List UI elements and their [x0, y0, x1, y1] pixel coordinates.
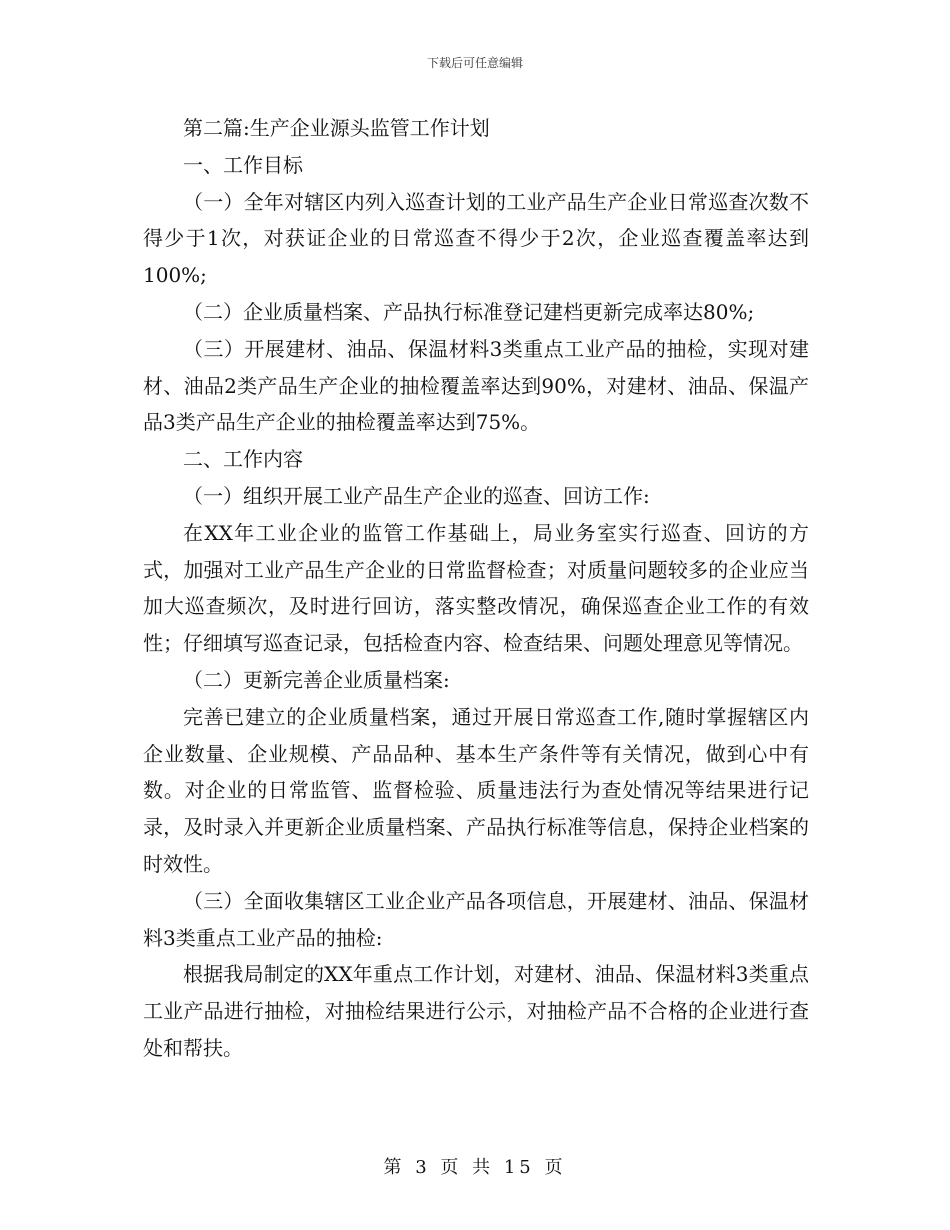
content-2-heading: （二）更新完善企业质量档案:: [183, 667, 450, 692]
goal-2: （二）企业质量档案、产品执行标准登记建档更新完成率达80%;: [183, 299, 755, 324]
goal-1: （一）全年对辖区内列入巡查计划的工业产品生产企业日常巡查次数不得少于1次，对获证企业的日常巡查不得少于2次，企业巡查覆盖率达到100%;: [143, 189, 809, 288]
document-body: [143, 110, 809, 1067]
page-header: 下载后可任意编辑: [426, 56, 523, 70]
content-2-body: 完善已建立的企业质量档案，通过开展日常巡查工作,随时掌握辖区内企业数量、企业规模、产品品种、基本生产条件等有关情况，做到心中有数。对企业的日常监管、监督检验、质量违法行为查处情况等结果进行记录，及时录入并更新企业质量档案、产品执行标准等信息，保持企业档案的时效性。: [143, 704, 809, 876]
content-1-heading: （一）组织开展工业产品生产企业的巡查、回访工作:: [183, 483, 650, 508]
section-title: 第二篇:生产企业源头监管工作计划: [183, 116, 490, 140]
content-3-heading: （三）全面收集辖区工业企业产品各项信息，开展建材、油品、保温材料3类重点工业产品的抽检:: [143, 888, 809, 950]
content-1-body: 在XX年工业企业的监管工作基础上，局业务室实行巡查、回访的方式，加强对工业产品生产企业的日常监督检查；对质量问题较多的企业应当加大巡查频次，及时进行回访，落实整改情况，确保巡查企业工作的有效性；仔细填写巡查记录，包括检查内容、检查结果、问题处理意见等情况。: [143, 520, 809, 656]
goal-3: （三）开展建材、油品、保温材料3类重点工业产品的抽检，实现对建材、油品2类产品生产企业的抽检覆盖率达到90%，对建材、油品、保温产品3类产品生产企业的抽检覆盖率达到75%。: [143, 336, 809, 435]
content-3-body: 根据我局制定的XX年重点工作计划，对建材、油品、保温材料3类重点工业产品进行抽检，对抽检结果进行公示，对抽检产品不合格的企业进行查处和帮扶。: [143, 962, 809, 1060]
heading-work-content: 二、工作内容: [183, 447, 303, 472]
page-footer: 第 3 页 共 15 页: [383, 1157, 567, 1178]
heading-work-goals: 一、工作目标: [183, 152, 303, 177]
